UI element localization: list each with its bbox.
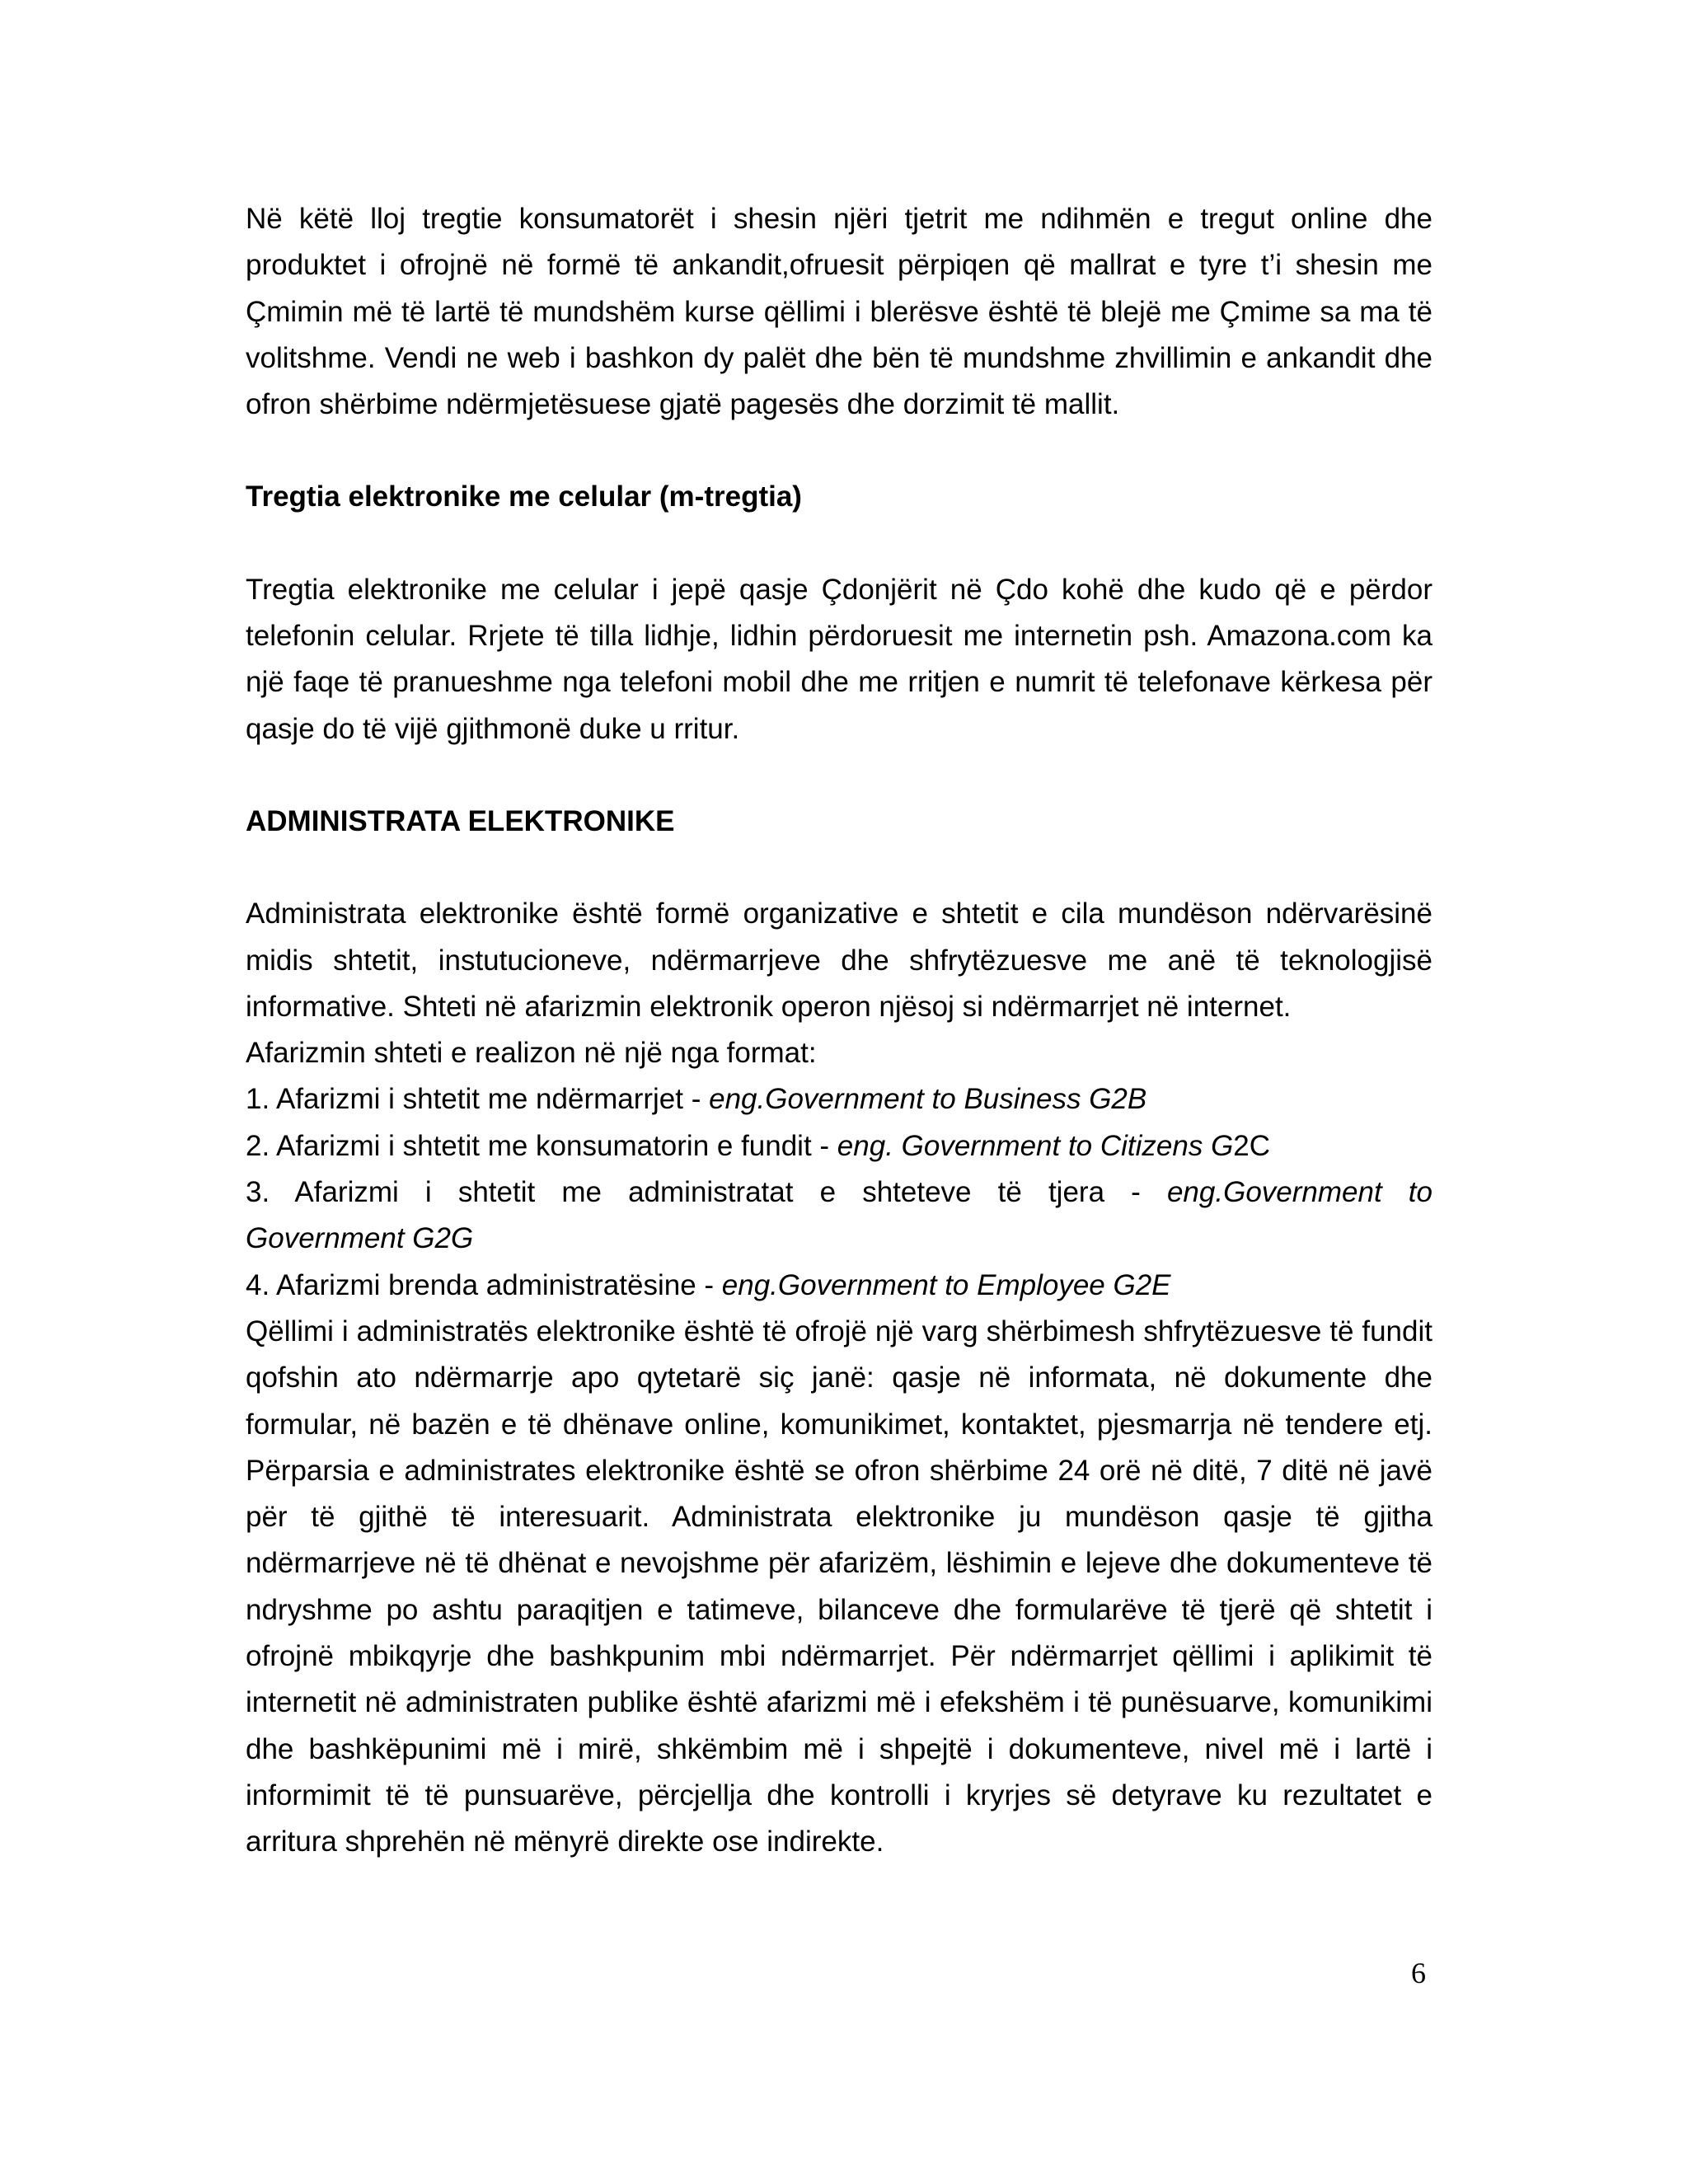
heading-mobile-commerce: Tregtia elektronike me celular (m-tregtia) [246, 480, 802, 513]
paragraph-goal: Qëllimi i administratës elektronike është të ofrojë një varg shërbimesh shfrytëzuesve të fundit qofshin ato ndërmarrje apo qytetarë siç janë: qasje në informata, në dokumente dhe formular, në bazën e të dhënave online, komunikimet, kontaktet, pjesmarrja në tendere etj. Përparsia e administrates elektronike është se ofron shërbime 24 orë në ditë, 7 ditë në javë për të gjithë të interesuarit. Administrata elektronike ju mundëson qasje të gjitha ndërmarrjeve në të dhënat e nevojshme për afarizëm, lëshimin e lejeve dhe dokumenteve të ndryshme po ashtu paraqitjen e tatimeve, bilanceve dhe formularëve të tjerë që shtetit i ofrojnë mbikqyrje dhe bashkpunim mbi ndërmarrjet. Për ndërmarrjet qëllimi i aplikimit të internetit në administraten publike është afarizmi më i efekshëm i të punësuarve, komunikimi dhe bashkëpunimi më i mirë, shkëmbim më i shpejtë i dokumenteve, nivel më i lartë i informimit të të punsuarëve, përcjellja dhe kontrolli i kryrjes së detyrave ku rezultatet e arritura shprehën në mënyrë direkte ose indirekte. [246, 1315, 1432, 1858]
list-item-english-continued: Government G2G [246, 1222, 474, 1255]
list-item-g2g-continued [246, 1216, 1432, 1262]
heading-e-administration: ADMINISTRATA ELEKTRONIKE [246, 804, 675, 837]
paragraph-mobile-commerce: Tregtia elektronike me celular i jepë qasje Çdonjërit në Çdo kohë dhe kudo që e përdor telefonin celular. Rrjete të tilla lidhje, lidhin përdoruesit me internetin psh. Amazona.com ka një faqe të pranueshme nga telefoni mobil dhe me rritjen e numrit të telefonave kërkesa për qasje do të vijë gjithmonë duke u rritur. [246, 573, 1432, 745]
spacer [246, 521, 1432, 567]
list-item-g2b [246, 1076, 1432, 1122]
document-page [246, 196, 1432, 1866]
list-item-g2e [246, 1263, 1432, 1309]
spacer [246, 845, 1432, 891]
list-item-text: 3. Afarizmi i shtetit me administratat e shteteve të tjera - [246, 1176, 1167, 1209]
list-item-suffix: 2C [1233, 1129, 1271, 1162]
list-item-english: eng.Government to [1166, 1176, 1432, 1209]
list-item-english: eng.Government to Employee G2E [721, 1268, 1171, 1301]
list-item-g2g [246, 1169, 1432, 1216]
spacer [246, 428, 1432, 474]
list-item-text: 2. Afarizmi i shtetit me konsumatorin e fundit - [246, 1129, 837, 1162]
paragraph-e-administration: Administrata elektronike është formë organizative e shtetit e cila mundëson ndërvarësinë midis shtetit, instutucioneve, ndërmarrjeve dhe shfrytëzuesve me anë të teknologjisë informative. Shteti në afarizmin elektronik operon njësoj si ndërmarrjet në internet. [246, 898, 1432, 1023]
list-item-g2c [246, 1123, 1432, 1169]
list-item-english: eng. Government to Citizens G [837, 1129, 1234, 1162]
list-item-text: 1. Afarizmi i shtetit me ndërmarrjet - [246, 1083, 710, 1116]
spacer [246, 752, 1432, 799]
list-item-text: 4. Afarizmi brenda administratësine - [246, 1268, 722, 1301]
list-item-english: eng.Government to Business G2B [709, 1083, 1147, 1116]
forms-intro: Afarizmin shteti e realizon në një nga format: [246, 1037, 817, 1070]
page-number: 6 [1411, 1957, 1426, 1990]
paragraph-auction: Në këtë lloj tregtie konsumatorët i shesin njëri tjetrit me ndihmën e tregut online dhe produktet i ofrojnë në formë të ankandit,ofruesit përpiqen që mallrat e tyre t’i shesin me Çmimin më të lartë të mundshëm kurse qëllimi i blerësve është të blejë me Çmime sa ma të volitshme. Vendi ne web i bashkon dy palët dhe bën të mundshme zhvillimin e ankandit dhe ofron shërbime ndërmjetësuese gjatë pagesës dhe dorzimit të mallit. [246, 203, 1432, 421]
